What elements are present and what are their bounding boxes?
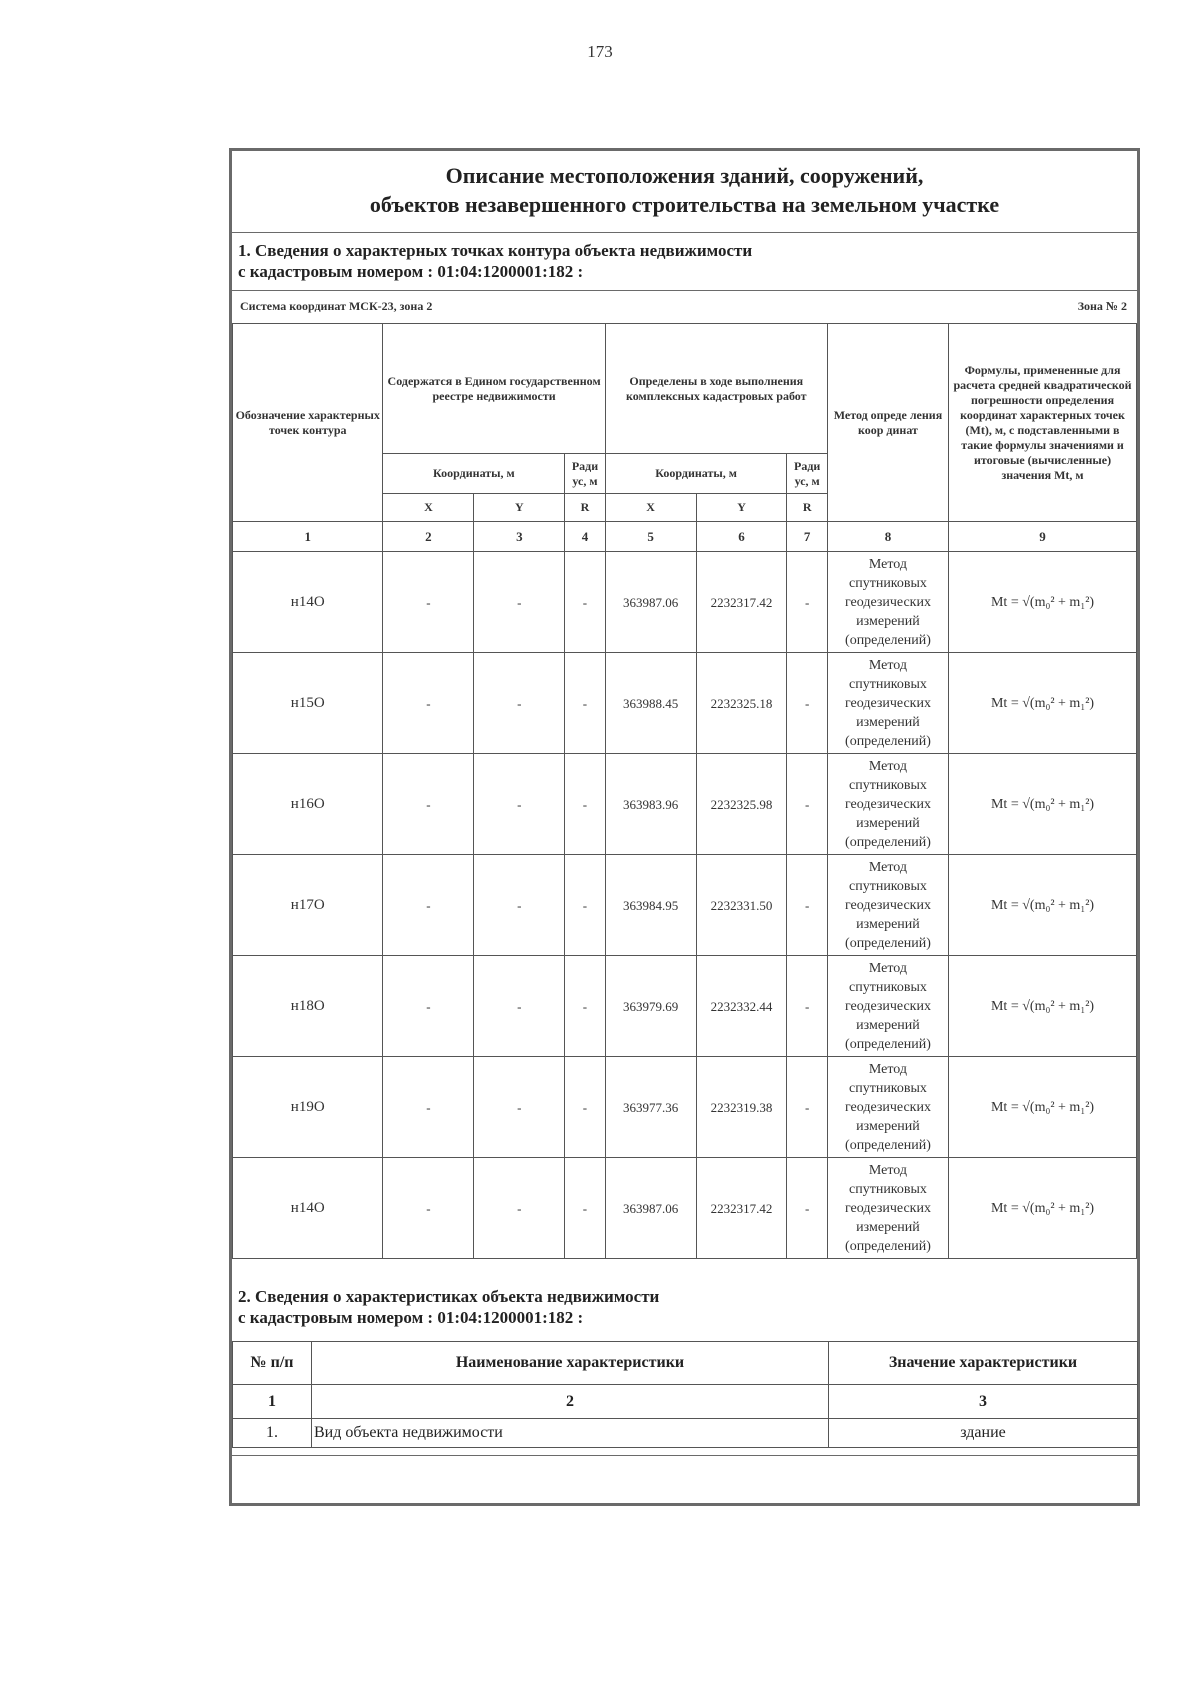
characteristic-value: здание bbox=[829, 1419, 1138, 1448]
section-2-line-2: с кадастровым номером : 01:04:1200001:182 : bbox=[238, 1308, 584, 1327]
section-2-heading bbox=[238, 1286, 659, 1328]
registry-r: - bbox=[565, 1057, 605, 1158]
determined-r: - bbox=[787, 653, 827, 754]
column-index: 4 bbox=[565, 522, 605, 552]
determined-x: 363977.36 bbox=[605, 1057, 696, 1158]
column-index: 1 bbox=[233, 522, 383, 552]
registry-x: - bbox=[383, 956, 474, 1057]
coordinate-system-row bbox=[232, 294, 1137, 318]
registry-r: - bbox=[565, 1158, 605, 1259]
row-number: 1. bbox=[233, 1419, 312, 1448]
header-designation: Обозначение характерных точек контура bbox=[233, 324, 383, 522]
formula: Mt = √(m₀² + m₁²) bbox=[949, 653, 1137, 754]
formula: Mt = √(m₀² + m₁²) bbox=[949, 1158, 1137, 1259]
registry-x: - bbox=[383, 855, 474, 956]
header-coords-registry: Координаты, м bbox=[383, 454, 565, 494]
determined-x: 363984.95 bbox=[605, 855, 696, 956]
method: Метод спутниковых геодезических измерений (определений) bbox=[827, 956, 948, 1057]
registry-r: - bbox=[565, 855, 605, 956]
header-number: № п/п bbox=[233, 1342, 312, 1385]
determined-y: 2232325.18 bbox=[696, 653, 787, 754]
determined-x: 363979.69 bbox=[605, 956, 696, 1057]
header-x-registry: X bbox=[383, 494, 474, 522]
table-row bbox=[233, 956, 1137, 1057]
registry-y: - bbox=[474, 754, 565, 855]
table-row bbox=[233, 1419, 1138, 1448]
column-index: 2 bbox=[312, 1385, 829, 1419]
determined-r: - bbox=[787, 855, 827, 956]
table-row bbox=[233, 653, 1137, 754]
column-index: 5 bbox=[605, 522, 696, 552]
column-index: 8 bbox=[827, 522, 948, 552]
registry-y: - bbox=[474, 855, 565, 956]
formula: Mt = √(m₀² + m₁²) bbox=[949, 855, 1137, 956]
determined-r: - bbox=[787, 754, 827, 855]
characteristic-name: Вид объекта недвижимости bbox=[312, 1419, 829, 1448]
determined-x: 363983.96 bbox=[605, 754, 696, 855]
characteristics-table bbox=[232, 1341, 1138, 1448]
table-row bbox=[233, 1057, 1137, 1158]
header-formulas: Формулы, примененные для расчета средней квадратической погрешности определения координат характерных точек (Mt), м, с подставленными в такие формулы значениями и итоговые (вычисленные) значения Mt, м bbox=[949, 324, 1137, 522]
header-coords-determined: Координаты, м bbox=[605, 454, 787, 494]
divider bbox=[232, 290, 1137, 291]
header-characteristic-name: Наименование характеристики bbox=[312, 1342, 829, 1385]
title-line-2: объектов незавершенного строительства на земельном участке bbox=[369, 192, 1000, 217]
registry-x: - bbox=[383, 754, 474, 855]
header-characteristic-value: Значение характеристики bbox=[829, 1342, 1138, 1385]
header-registry: Содержатся в Едином государственном реестре недвижимости bbox=[383, 324, 605, 454]
header-method: Метод опреде ления коор динат bbox=[827, 324, 948, 522]
header-r-determined: R bbox=[787, 494, 827, 522]
point-designation: н19О bbox=[233, 1057, 383, 1158]
determined-y: 2232332.44 bbox=[696, 956, 787, 1057]
section-1-line-1: 1. Сведения о характерных точках контура объекта недвижимости bbox=[238, 241, 753, 260]
method: Метод спутниковых геодезических измерений (определений) bbox=[827, 1057, 948, 1158]
column-index: 9 bbox=[949, 522, 1137, 552]
header-radius-determined: Ради ус, м bbox=[787, 454, 827, 494]
section-1-heading bbox=[238, 240, 752, 282]
zone-label: Зона № 2 bbox=[1077, 299, 1127, 313]
title-line-1: Описание местоположения зданий, сооружений, bbox=[445, 163, 924, 188]
section-1-line-2: с кадастровым номером : 01:04:1200001:182 : bbox=[238, 262, 584, 281]
determined-x: 363988.45 bbox=[605, 653, 696, 754]
point-designation: н15О bbox=[233, 653, 383, 754]
header-r-registry: R bbox=[565, 494, 605, 522]
header-radius-registry: Ради ус, м bbox=[565, 454, 605, 494]
point-designation: н18О bbox=[233, 956, 383, 1057]
header-y-determined: Y bbox=[696, 494, 787, 522]
divider bbox=[232, 232, 1137, 233]
method: Метод спутниковых геодезических измерений (определений) bbox=[827, 653, 948, 754]
document-title bbox=[232, 161, 1137, 219]
coordinate-system: Система координат МСК-23, зона 2 bbox=[240, 299, 433, 313]
header-y-registry: Y bbox=[474, 494, 565, 522]
formula: Mt = √(m₀² + m₁²) bbox=[949, 754, 1137, 855]
column-index: 7 bbox=[787, 522, 827, 552]
column-index: 1 bbox=[233, 1385, 312, 1419]
column-index-row bbox=[233, 522, 1137, 552]
determined-r: - bbox=[787, 956, 827, 1057]
table-row bbox=[233, 1158, 1137, 1259]
page-number: 173 bbox=[587, 42, 613, 61]
registry-r: - bbox=[565, 552, 605, 653]
method: Метод спутниковых геодезических измерений (определений) bbox=[827, 1158, 948, 1259]
document-frame bbox=[229, 148, 1140, 1506]
registry-y: - bbox=[474, 1158, 565, 1259]
registry-y: - bbox=[474, 552, 565, 653]
determined-r: - bbox=[787, 552, 827, 653]
determined-r: - bbox=[787, 1158, 827, 1259]
registry-x: - bbox=[383, 653, 474, 754]
column-index-row bbox=[233, 1385, 1138, 1419]
point-designation: н16О bbox=[233, 754, 383, 855]
registry-y: - bbox=[474, 653, 565, 754]
registry-x: - bbox=[383, 1057, 474, 1158]
determined-y: 2232331.50 bbox=[696, 855, 787, 956]
column-index: 6 bbox=[696, 522, 787, 552]
point-designation: н14О bbox=[233, 552, 383, 653]
column-index: 3 bbox=[474, 522, 565, 552]
points-table bbox=[232, 323, 1137, 1259]
header-determined: Определены в ходе выполнения комплексных кадастровых работ bbox=[605, 324, 827, 454]
registry-x: - bbox=[383, 1158, 474, 1259]
table-row bbox=[233, 754, 1137, 855]
registry-r: - bbox=[565, 754, 605, 855]
registry-r: - bbox=[565, 653, 605, 754]
divider bbox=[232, 1455, 1137, 1456]
determined-x: 363987.06 bbox=[605, 552, 696, 653]
determined-y: 2232325.98 bbox=[696, 754, 787, 855]
registry-y: - bbox=[474, 1057, 565, 1158]
point-designation: н14О bbox=[233, 1158, 383, 1259]
column-index: 2 bbox=[383, 522, 474, 552]
determined-y: 2232317.42 bbox=[696, 1158, 787, 1259]
formula: Mt = √(m₀² + m₁²) bbox=[949, 1057, 1137, 1158]
determined-y: 2232317.42 bbox=[696, 552, 787, 653]
table-row bbox=[233, 855, 1137, 956]
method: Метод спутниковых геодезических измерений (определений) bbox=[827, 855, 948, 956]
method: Метод спутниковых геодезических измерений (определений) bbox=[827, 552, 948, 653]
formula: Mt = √(m₀² + m₁²) bbox=[949, 956, 1137, 1057]
registry-x: - bbox=[383, 552, 474, 653]
method: Метод спутниковых геодезических измерений (определений) bbox=[827, 754, 948, 855]
formula: Mt = √(m₀² + m₁²) bbox=[949, 552, 1137, 653]
registry-r: - bbox=[565, 956, 605, 1057]
determined-y: 2232319.38 bbox=[696, 1057, 787, 1158]
column-index: 3 bbox=[829, 1385, 1138, 1419]
determined-r: - bbox=[787, 1057, 827, 1158]
registry-y: - bbox=[474, 956, 565, 1057]
header-x-determined: X bbox=[605, 494, 696, 522]
section-2-line-1: 2. Сведения о характеристиках объекта недвижимости bbox=[238, 1287, 660, 1306]
determined-x: 363987.06 bbox=[605, 1158, 696, 1259]
table-row bbox=[233, 552, 1137, 653]
point-designation: н17О bbox=[233, 855, 383, 956]
